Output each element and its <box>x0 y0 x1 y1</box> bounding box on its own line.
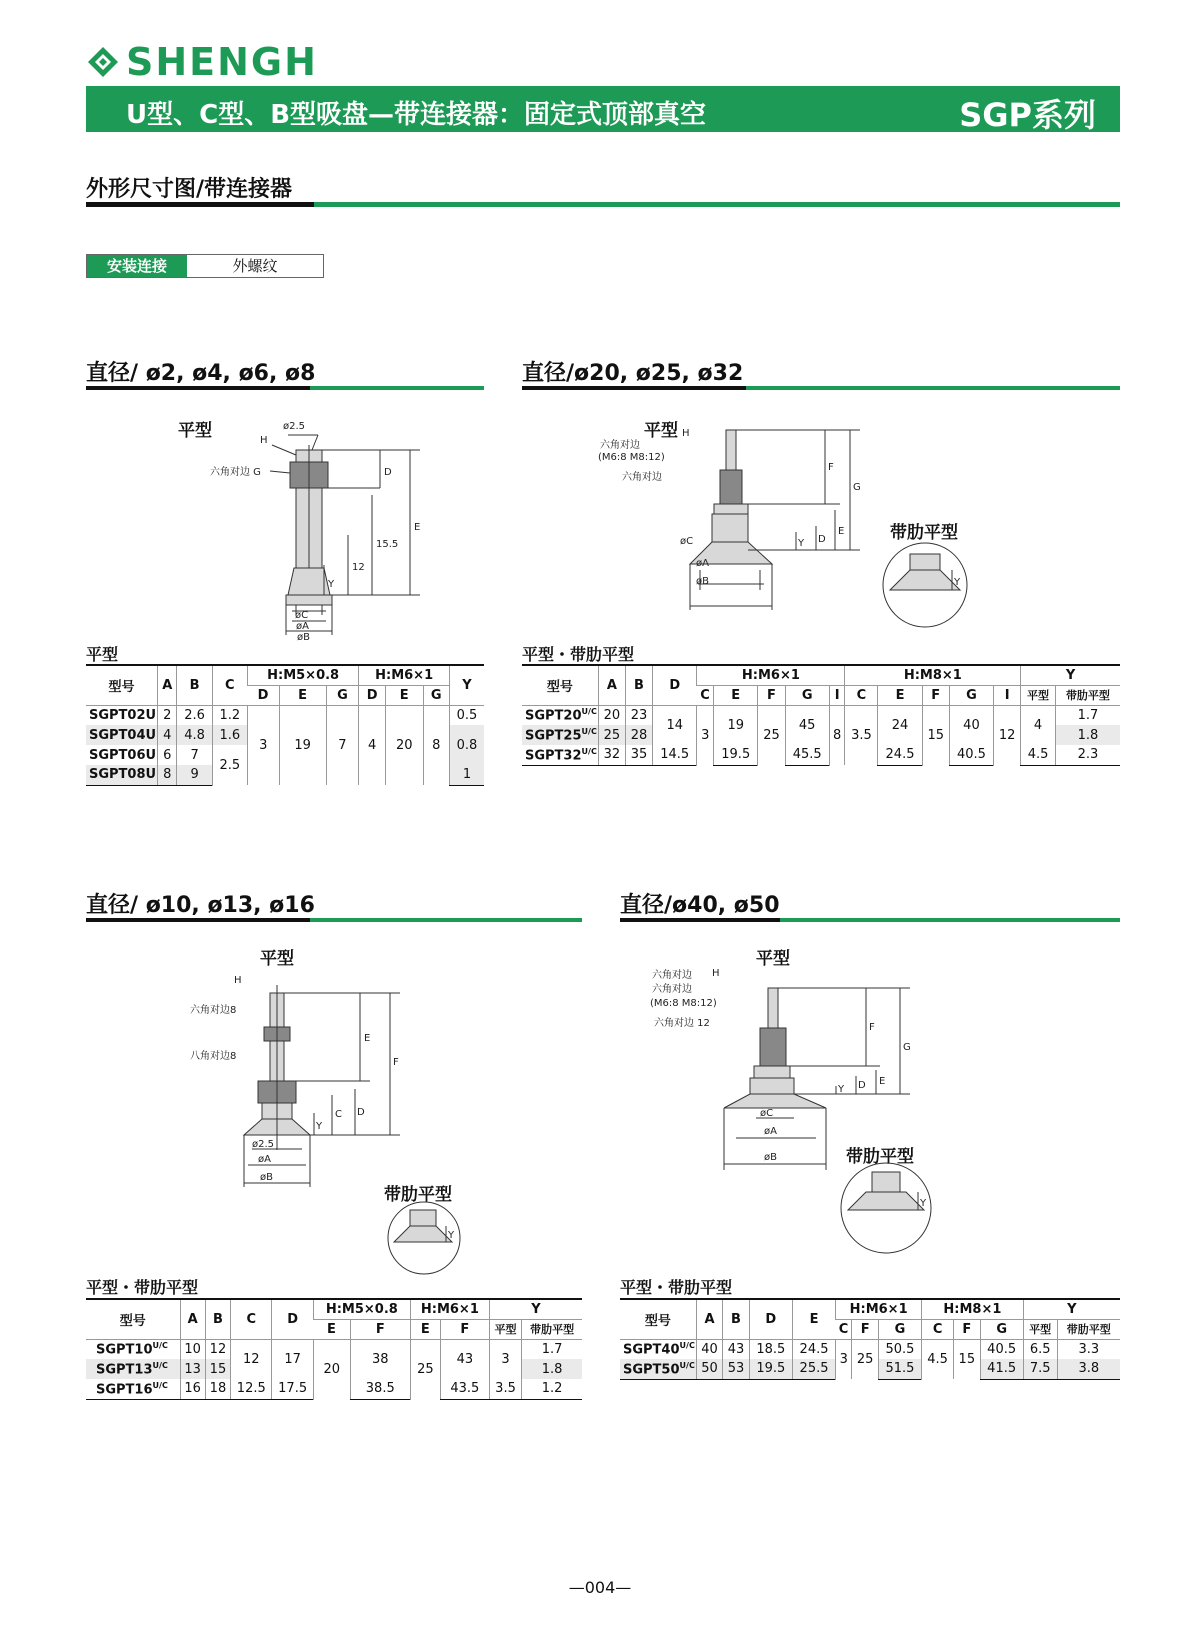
g3-label-e: E <box>364 1033 371 1044</box>
g2-h2-g2: G <box>949 685 993 705</box>
g2-h2-c1: C <box>697 685 714 705</box>
g3-h-model: 型号 <box>86 1299 180 1339</box>
g3-r2-f2: 43.5 <box>440 1379 489 1399</box>
group2-title: 直径/ø20, ø25, ø32 <box>522 361 744 386</box>
table-row <box>86 1339 582 1359</box>
g3-label-b: øB <box>260 1172 273 1183</box>
g2-r2-model-name: SGPT32 <box>525 747 582 763</box>
g2-r2-b: 35 <box>625 745 652 765</box>
g2-h2-e2: E <box>878 685 922 705</box>
g3-label-yr: Y <box>448 1230 455 1241</box>
group3-title: 直径/ ø10, ø13, ø16 <box>86 893 315 918</box>
g2-g2: 40 <box>949 705 993 745</box>
g2-r2-yflat: 4.5 <box>1021 745 1056 765</box>
g1-label-b: øB <box>297 632 310 643</box>
g3-r2-model <box>86 1379 180 1399</box>
g2-label-hex1: 六角对边 <box>600 440 640 451</box>
g4-label-h: H <box>712 968 720 979</box>
g1-label-phi: ø2.5 <box>283 421 306 432</box>
g2-h2-e1: E <box>714 685 758 705</box>
g3-r2-a: 16 <box>180 1379 205 1399</box>
g4-h2-rib: 带肋平型 <box>1057 1319 1120 1339</box>
group3-flat-label: 平型 <box>260 949 294 969</box>
g3-r0-model <box>86 1339 180 1359</box>
g2-label-yr: Y <box>954 577 961 588</box>
g4-r1-e: 25.5 <box>792 1359 835 1379</box>
g2-h2-c2: C <box>845 685 878 705</box>
g2-label-y: Y <box>798 538 805 549</box>
title-banner <box>86 86 1120 132</box>
group4-table <box>620 1298 1120 1380</box>
g3-r2-yflat: 3.5 <box>489 1379 521 1399</box>
g3-h2-flat: 平型 <box>489 1319 521 1339</box>
g4-h2-f1: F <box>852 1319 878 1339</box>
g3-r0-model-name: SGPT10 <box>96 1342 153 1358</box>
table-row <box>522 745 1120 765</box>
g4-r0-a: 40 <box>696 1339 722 1359</box>
g4-r0-model <box>620 1339 696 1359</box>
g4-r0-g2: 40.5 <box>980 1339 1023 1359</box>
brand-name: SHENGH <box>126 40 318 84</box>
g4-f1: 25 <box>852 1339 878 1379</box>
group3-rib-drawing <box>386 1200 462 1276</box>
g2-h-model: 型号 <box>522 665 598 705</box>
g2-label-b: øB <box>696 576 709 587</box>
g2-label-f: F <box>828 462 834 473</box>
g2-r2-d: 14.5 <box>653 745 697 765</box>
brand-logo <box>86 40 318 84</box>
g3-label-hex2: 八角对边8 <box>190 1051 237 1062</box>
g2-c2: 3.5 <box>845 705 878 765</box>
section-rule-accent <box>86 202 314 207</box>
group1-flat-label: 平型 <box>178 421 212 441</box>
mount-key: 安装连接 <box>87 255 187 277</box>
g4-f2: 15 <box>954 1339 980 1379</box>
g2-r1-b: 28 <box>625 725 652 745</box>
g4-r1-g2: 41.5 <box>980 1359 1023 1379</box>
g4-c2: 4.5 <box>922 1339 954 1379</box>
group2-drawing <box>598 428 870 620</box>
group1-rule-accent <box>86 386 310 390</box>
g1-label-d: D <box>384 467 392 478</box>
g4-r1-yrib: 3.8 <box>1057 1359 1120 1379</box>
g3-r2-c: 12.5 <box>231 1379 272 1399</box>
g1-label-12: 12 <box>352 562 365 573</box>
g3-label-h: H <box>234 975 242 986</box>
g2-r0-model <box>522 705 598 725</box>
table-row <box>86 705 484 725</box>
g2-h2-flat: 平型 <box>1021 685 1056 705</box>
g1-r0-a: 2 <box>158 705 177 725</box>
g4-r0-yflat: 6.5 <box>1023 1339 1057 1359</box>
g1-label-y: Y <box>328 579 335 590</box>
g4-h-y: Y <box>1023 1299 1120 1319</box>
g3-h-m6: H:M6×1 <box>410 1299 489 1319</box>
g1-r1-model: SGPT04U <box>86 725 158 745</box>
g2-h2-f1: F <box>758 685 785 705</box>
g3-label-hex1: 六角对边8 <box>190 1005 237 1016</box>
g4-r0-e: 24.5 <box>792 1339 835 1359</box>
g2-label-e: E <box>838 526 845 537</box>
g2-r2-g2: 40.5 <box>949 745 993 765</box>
g2-label-hex2: 六角对边 <box>622 472 662 483</box>
g4-c1: 3 <box>836 1339 852 1379</box>
g3-r0-model-suffix: U/C <box>152 1341 168 1351</box>
g1-r3-model: SGPT08U <box>86 765 158 785</box>
g4-label-c: øC <box>760 1108 774 1119</box>
g4-label-b: øB <box>764 1152 777 1163</box>
g4-h2-f2: F <box>954 1319 980 1339</box>
g4-h-m8: H:M8×1 <box>922 1299 1024 1319</box>
g2-label-h: H <box>682 428 690 439</box>
g2-r1-a: 25 <box>598 725 625 745</box>
g2-label-hex1b: (M6:8 M8:12) <box>598 452 665 463</box>
g4-r1-b: 53 <box>723 1359 749 1379</box>
g2-yflat: 4 <box>1021 705 1056 745</box>
g1-r1-a: 4 <box>158 725 177 745</box>
group1-title: 直径/ ø2, ø4, ø6, ø8 <box>86 361 316 386</box>
group2-rib-label: 带肋平型 <box>890 523 958 543</box>
g3-f2: 43 <box>440 1339 489 1379</box>
g2-r1-model-suffix: U/C <box>581 726 597 736</box>
g3-r2-yrib: 1.2 <box>522 1379 582 1399</box>
g3-r0-a: 10 <box>180 1339 205 1359</box>
table-row <box>620 1339 1120 1359</box>
g1-h2-e2: E <box>385 685 423 705</box>
g1-h-m5: H:M5×0.8 <box>247 665 358 685</box>
group3-rib-label: 带肋平型 <box>384 1185 452 1205</box>
g3-h2-e2: E <box>410 1319 440 1339</box>
g2-c1: 3 <box>697 705 714 765</box>
g1-r2-b: 7 <box>177 745 212 765</box>
g4-r1-model-name: SGPT50 <box>623 1361 680 1377</box>
g3-h2-rib: 带肋平型 <box>522 1319 582 1339</box>
group2-rib-drawing <box>880 540 970 630</box>
g2-r2-model-suffix: U/C <box>581 746 597 756</box>
group2-table <box>522 664 1120 766</box>
g1-g1: 7 <box>326 705 359 785</box>
g3-e2: 25 <box>410 1339 440 1399</box>
g4-h2-c2: C <box>922 1319 954 1339</box>
g1-r2-a: 6 <box>158 745 177 765</box>
g4-h-m6: H:M6×1 <box>836 1299 922 1319</box>
g2-h-a: A <box>598 665 625 705</box>
g3-r2-f1: 38.5 <box>350 1379 410 1399</box>
g4-r1-d: 19.5 <box>749 1359 792 1379</box>
g1-r1-b: 4.8 <box>177 725 212 745</box>
g1-label-h: H <box>260 435 268 446</box>
g2-r2-yrib: 2.3 <box>1055 745 1120 765</box>
g4-r1-g1: 51.5 <box>878 1359 921 1379</box>
group1-table <box>86 664 484 786</box>
g3-r2-model-name: SGPT16 <box>96 1381 153 1397</box>
g1-h2-d1: D <box>247 685 279 705</box>
g4-h2-c1: C <box>836 1319 852 1339</box>
g4-h2-g2: G <box>980 1319 1023 1339</box>
group2-flat-label: 平型 <box>644 421 678 441</box>
g1-h2-e1: E <box>279 685 326 705</box>
g1-e2: 20 <box>385 705 423 785</box>
section-title: 外形尺寸图/带连接器 <box>86 177 293 202</box>
g1-r0-y: 0.5 <box>449 705 484 725</box>
mount-value: 外螺纹 <box>232 257 278 275</box>
g1-label-c: øC <box>295 610 309 621</box>
g1-d2: 4 <box>359 705 386 785</box>
page-number: —004— <box>568 1578 632 1597</box>
group4-drawing <box>650 968 920 1170</box>
g4-r0-model-name: SGPT40 <box>623 1342 680 1358</box>
g4-label-d: D <box>858 1080 866 1091</box>
g4-r1-a: 50 <box>696 1359 722 1379</box>
g2-h-m8: H:M8×1 <box>845 665 1021 685</box>
g4-label-hex1c: (M6:8 M8:12) <box>650 998 717 1009</box>
g2-h2-g1: G <box>785 685 829 705</box>
g3-r2-b: 18 <box>205 1379 230 1399</box>
g1-g2: 8 <box>423 705 449 785</box>
g3-h-y: Y <box>489 1299 582 1319</box>
g1-r1-c: 1.6 <box>212 725 247 745</box>
g3-r0-c: 12 <box>231 1339 272 1379</box>
g1-label-len: 15.5 <box>376 539 399 550</box>
g3-label-c: C <box>335 1109 342 1120</box>
g2-label-d: D <box>818 534 826 545</box>
g2-h-y: Y <box>1021 665 1120 685</box>
group4-rib-label: 带肋平型 <box>846 1147 914 1167</box>
g3-r1-b: 15 <box>205 1359 230 1379</box>
g4-h2-g1: G <box>878 1319 921 1339</box>
g4-label-e: E <box>879 1076 886 1087</box>
g1-h-y: Y <box>449 665 484 705</box>
g2-h-b: B <box>625 665 652 705</box>
g2-h2-i2: I <box>994 685 1021 705</box>
g2-label-c: øC <box>680 536 694 547</box>
g1-r3-b: 9 <box>177 765 212 785</box>
g4-label-f: F <box>869 1022 875 1033</box>
banner-title: U型、C型、B型吸盘—带连接器：固定式顶部真空 <box>126 100 707 130</box>
group1-table-title: 平型 <box>86 645 119 664</box>
g2-label-g: G <box>853 482 861 493</box>
g1-d1: 3 <box>247 705 279 785</box>
g4-h-b: B <box>723 1299 749 1339</box>
g1-r2-c: 2.5 <box>212 745 247 785</box>
g1-r2-model: SGPT06U <box>89 747 157 763</box>
g1-label-e: E <box>414 522 421 533</box>
g2-r2-g1: 45.5 <box>785 745 829 765</box>
g2-f2: 15 <box>922 705 949 765</box>
g3-r1-a: 13 <box>180 1359 205 1379</box>
g3-label-a: øA <box>258 1154 271 1165</box>
g4-r0-d: 18.5 <box>749 1339 792 1359</box>
g2-r0-yrib: 1.7 <box>1055 705 1120 725</box>
g2-f1: 25 <box>758 705 785 765</box>
g2-r1-model-name: SGPT25 <box>525 728 582 744</box>
g3-label-d: D <box>357 1107 365 1118</box>
g4-label-hex2: 六角对边 12 <box>654 1018 710 1029</box>
g2-r0-b: 23 <box>625 705 652 725</box>
group3-rule-accent <box>86 918 310 922</box>
group3-drawing <box>190 975 420 1205</box>
g1-h-m6: H:M6×1 <box>359 665 450 685</box>
g4-r1-yflat: 7.5 <box>1023 1359 1057 1379</box>
g4-r0-g1: 50.5 <box>878 1339 921 1359</box>
g3-yflat: 3 <box>489 1339 521 1379</box>
g3-r2-d: 17.5 <box>272 1379 313 1399</box>
g4-r0-b: 43 <box>723 1339 749 1359</box>
g4-h-e: E <box>792 1299 835 1339</box>
g4-label-a: øA <box>764 1126 777 1137</box>
g2-r0-a: 20 <box>598 705 625 725</box>
g2-h-m6: H:M6×1 <box>697 665 845 685</box>
g4-h-a: A <box>696 1299 722 1339</box>
g3-r0-yrib: 1.7 <box>522 1339 582 1359</box>
g3-label-y: Y <box>316 1121 323 1132</box>
g2-r2-a: 32 <box>598 745 625 765</box>
g3-r1-model-suffix: U/C <box>152 1360 168 1370</box>
g4-h-model: 型号 <box>620 1299 696 1339</box>
g1-r3-y: 1 <box>449 765 484 785</box>
g3-h2-f1: F <box>350 1319 410 1339</box>
group3-table-title: 平型・带肋平型 <box>86 1278 199 1297</box>
g4-label-hex1: 六角对边 <box>652 970 692 981</box>
g1-e1: 19 <box>279 705 326 785</box>
g2-r2-e1: 19.5 <box>714 745 758 765</box>
g1-label-hex: 六角对边 G <box>210 467 261 478</box>
g3-f1: 38 <box>350 1339 410 1379</box>
g1-r0-model: SGPT02U <box>89 707 157 723</box>
g3-h-m5: H:M5×0.8 <box>313 1299 410 1319</box>
g1-h2-d2: D <box>359 685 386 705</box>
group4-rule-accent <box>620 918 780 922</box>
g3-r0-b: 12 <box>205 1339 230 1359</box>
g2-i1: 8 <box>829 705 845 765</box>
g3-h-c: C <box>231 1299 272 1339</box>
g4-r0-yrib: 3.3 <box>1057 1339 1120 1359</box>
g2-r0-model-name: SGPT20 <box>525 708 582 724</box>
g3-r2-model-suffix: U/C <box>152 1380 168 1390</box>
g2-r2-model <box>522 745 598 765</box>
g1-h-model: 型号 <box>86 665 158 705</box>
g2-e1: 19 <box>714 705 758 745</box>
g2-g1: 45 <box>785 705 829 745</box>
g4-h-d: D <box>749 1299 792 1339</box>
logo-icon <box>86 45 120 79</box>
g1-h-c: C <box>212 665 247 705</box>
g3-h2-e1: E <box>313 1319 350 1339</box>
g4-label-hex1b: 六角对边 <box>652 984 692 995</box>
g2-r1-yrib: 1.8 <box>1055 725 1120 745</box>
g4-label-yr: Y <box>920 1198 927 1209</box>
g1-h-a: A <box>158 665 177 705</box>
g2-r2-e2: 24.5 <box>878 745 922 765</box>
group2-rule-accent <box>522 386 746 390</box>
g2-r0-model-suffix: U/C <box>581 707 597 717</box>
g3-h-b: B <box>205 1299 230 1339</box>
g2-label-a: øA <box>696 558 709 569</box>
g1-h2-g1: G <box>326 685 359 705</box>
g4-h2-flat: 平型 <box>1023 1319 1057 1339</box>
group4-title: 直径/ø40, ø50 <box>620 893 780 918</box>
g1-r3-a: 8 <box>158 765 177 785</box>
g1-r0-c: 1.2 <box>212 705 247 725</box>
g3-h-a: A <box>180 1299 205 1339</box>
g3-r1-model-name: SGPT13 <box>96 1362 153 1378</box>
banner-series: SGP系列 <box>959 96 1096 134</box>
g4-label-y: Y <box>838 1084 845 1095</box>
mount-tag <box>86 254 324 278</box>
g2-e2: 24 <box>878 705 922 745</box>
g2-h2-i1: I <box>829 685 845 705</box>
g3-r0-d: 17 <box>272 1339 313 1379</box>
g2-h-d: D <box>653 665 697 705</box>
g2-r1-model <box>522 725 598 745</box>
g1-label-a: øA <box>296 621 309 632</box>
group2-table-title: 平型・带肋平型 <box>522 645 635 664</box>
group4-rib-drawing <box>838 1160 934 1256</box>
g3-r1-yrib: 1.8 <box>522 1359 582 1379</box>
g4-r1-model <box>620 1359 696 1379</box>
g2-h2-rib: 带肋平型 <box>1055 685 1120 705</box>
g1-h2-g2: G <box>423 685 449 705</box>
g2-h2-f2: F <box>922 685 949 705</box>
g2-i2: 12 <box>994 705 1021 765</box>
g1-r1-y: 0.8 <box>449 725 484 765</box>
g4-label-g: G <box>903 1042 911 1053</box>
group1-drawing <box>200 415 430 643</box>
g3-label-f: F <box>393 1057 399 1068</box>
g4-r1-model-suffix: U/C <box>679 1360 695 1370</box>
g4-r0-model-suffix: U/C <box>679 1341 695 1351</box>
table-row <box>522 705 1120 725</box>
group4-table-title: 平型・带肋平型 <box>620 1278 733 1297</box>
g3-h2-f2: F <box>440 1319 489 1339</box>
g1-h-b: B <box>177 665 212 705</box>
g3-e1: 20 <box>313 1339 350 1399</box>
g3-r1-model <box>86 1359 180 1379</box>
group3-table <box>86 1298 582 1400</box>
group4-flat-label: 平型 <box>756 949 790 969</box>
g2-r0-d: 14 <box>653 705 697 745</box>
g3-label-phi: ø2.5 <box>252 1139 275 1150</box>
g3-h-d: D <box>272 1299 313 1339</box>
g1-r0-b: 2.6 <box>177 705 212 725</box>
